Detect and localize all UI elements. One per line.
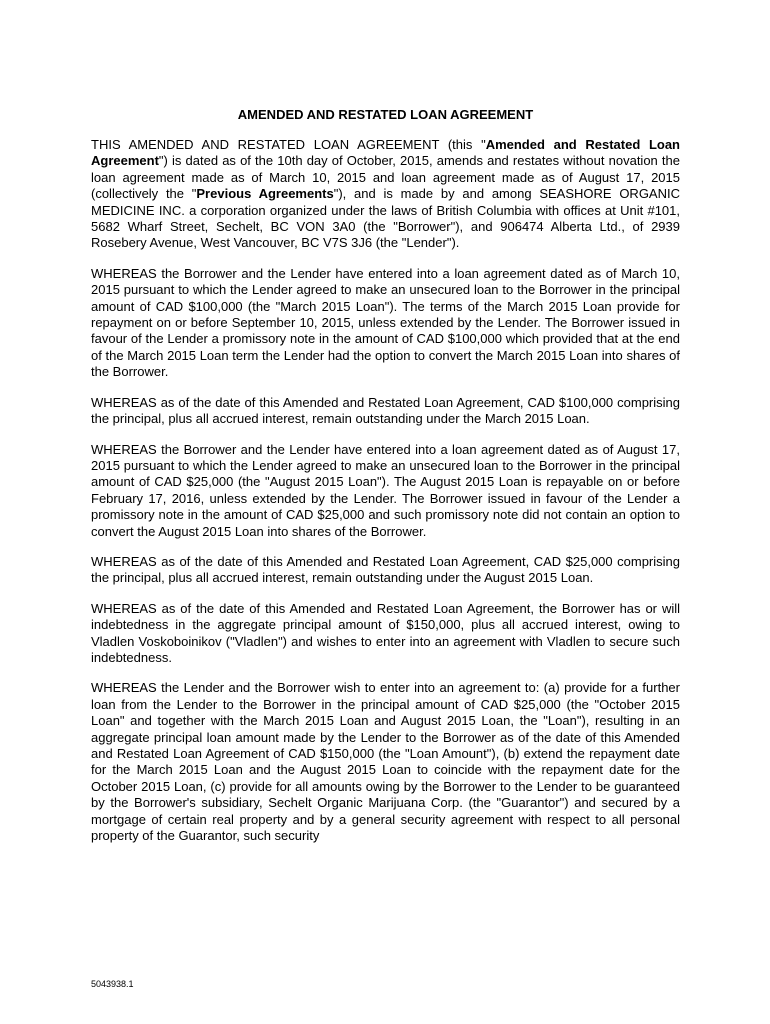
intro-text-3: "), and is made by and among SEASHORE ORGANIC MEDICINE INC. a corporation organized under the laws of British Columbia with offices at Unit #101, 5682 Wharf Street, Sechelt, BC VON 3A0 (the "Borrower"), and 906474 Alberta Ltd., of 2939 Rosebery Avenue, West Vancouver, BC V7S 3J6 (the "Lender"). [91, 186, 680, 251]
whereas-vladlen-indebtedness: WHEREAS as of the date of this Amended and Restated Loan Agreement, the Borrower has or will indebtedness in the aggregate principal amount of $150,000, plus all accrued interest, owing to Vladlen Voskoboinikov ("Vladlen") and wishes to enter into an agreement with Vladlen to secure such indebtedness. [91, 600, 680, 665]
whereas-october-2015-loan: WHEREAS the Lender and the Borrower wish to enter into an agreement to: (a) provide for a further loan from the Lender to the Borrower in the principal amount of CAD $25,000 (the "October 2015 Loan" and together with the March 2015 Loan and August 2015 Loan, the "Loan"), resulting in an aggregate principal loan amount made by the Lender to the Borrower as of the date of this Amended and Restated Loan Agreement of CAD $150,000 (the "Loan Amount"), (b) extend the repayment date for the March 2015 Loan and the August 2015 Loan to coincide with the repayment date for the October 2015 Loan, (c) provide for all amounts owing by the Borrower to the Lender to be guaranteed by the Borrower's subsidiary, Sechelt Organic Marijuana Corp. (the "Guarantor") and secured by a mortgage of certain real property and by a general security agreement with respect to all personal property of the Guarantor, such security [91, 680, 680, 844]
defined-term-agreement: Amended and Restated Loan Agreement [91, 137, 680, 169]
document-title: AMENDED AND RESTATED LOAN AGREEMENT [237, 107, 534, 122]
intro-text-2: ") is dated as of the 10th day of October, 2015, amends and restates without novation the loan agreement made as of March 10, 2015 and loan agreement made as of August 17, 2015 (collectively the " [91, 153, 680, 202]
intro-paragraph [91, 137, 680, 252]
whereas-august-2015-loan: WHEREAS the Borrower and the Lender have entered into a loan agreement dated as of August 17, 2015 pursuant to which the Lender agreed to make an unsecured loan to the Borrower in the principal amount of CAD $25,000 (the "August 2015 Loan"). The August 2015 Loan is repayable on or before February 17, 2016, unless extended by the Lender. The Borrower issued in favour of the Lender a promissory note in the amount of CAD $25,000 and such promissory note did not contain an option to convert the August 2015 Loan into shares of the Borrower. [91, 441, 680, 539]
defined-term-previous-agreements: Previous Agreements [196, 186, 334, 202]
whereas-march-outstanding: WHEREAS as of the date of this Amended and Restated Loan Agreement, CAD $100,000 comprising the principal, plus all accrued interest, remain outstanding under the March 2015 Loan. [91, 394, 680, 427]
intro-text-1: THIS AMENDED AND RESTATED LOAN AGREEMENT (this " [91, 137, 486, 152]
whereas-march-2015-loan: WHEREAS the Borrower and the Lender have entered into a loan agreement dated as of March 10, 2015 pursuant to which the Lender agreed to make an unsecured loan to the Borrower in the principal amount of CAD $100,000 (the "March 2015 Loan"). The terms of the March 2015 Loan provide for repayment on or before September 10, 2015, unless extended by the Lender. The Borrower issued in favour of the Lender a promissory note in the amount of CAD $100,000 which provided that at the end of the March 2015 Loan term the Lender had the option to convert the March 2015 Loan into shares of the Borrower. [91, 265, 680, 380]
document-footer-id: 5043938.1 [91, 979, 134, 989]
document-page [91, 107, 680, 858]
whereas-august-outstanding: WHEREAS as of the date of this Amended and Restated Loan Agreement, CAD $25,000 comprising the principal, plus all accrued interest, remain outstanding under the August 2015 Loan. [91, 553, 680, 586]
